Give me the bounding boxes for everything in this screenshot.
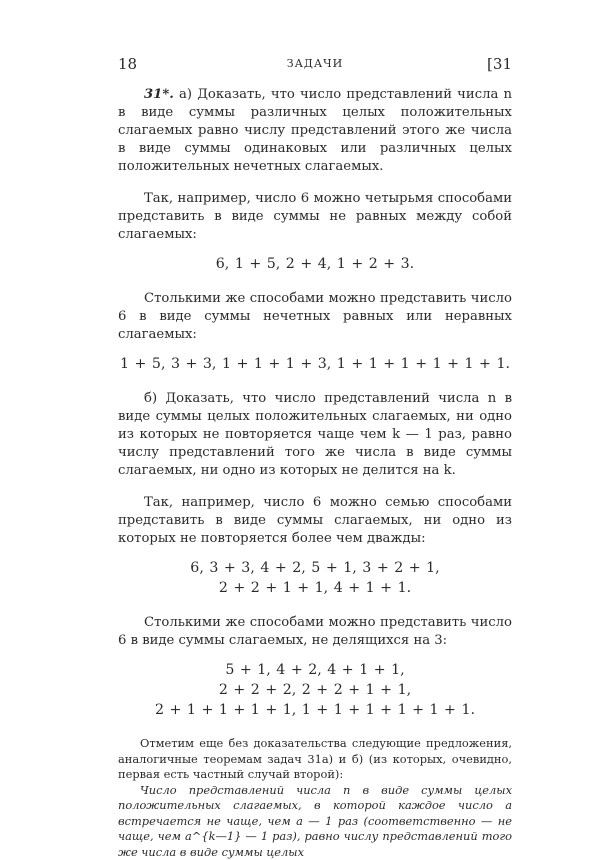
example-a2-formula — [118, 354, 512, 374]
page-body — [118, 86, 512, 860]
formula-line: 6, 3 + 3, 4 + 2, 5 + 1, 3 + 2 + 1, — [118, 558, 512, 578]
note-section — [118, 736, 512, 860]
note-text: Отметим еще без доказательства следующие предложения, аналогичные теоремам задач 31а) и б) (из которых, очевидно, первая есть частный случай второй): — [118, 736, 512, 783]
example-a1-text: Так, например, число 6 можно четырьмя способами представить в виде суммы не равных между собой слагаемых: — [118, 190, 512, 244]
formula-line: 2 + 2 + 2, 2 + 2 + 1 + 1, — [118, 680, 512, 700]
theorem-text: Число представлений числа n в виде суммы целых положительных слагаемых, в которой каждое число a встречается не чаще, чем a — 1 раз (соответственно — не чаще, чем a^{k—1} — 1 раз), равно числу представлений того же числа в виде суммы целых — [118, 783, 512, 860]
example-a1-formula — [118, 254, 512, 274]
problem-reference: [31 — [487, 55, 512, 73]
page-number: 18 — [118, 55, 137, 73]
example-b1-formula — [118, 558, 512, 598]
formula-line: 6, 1 + 5, 2 + 4, 1 + 2 + 3. — [118, 254, 512, 274]
problem-number: 31*. — [144, 87, 174, 102]
example-b2-formula — [118, 660, 512, 720]
problem-part-b: б) Доказать, что число представлений числа n в виде суммы целых положительных слагаемых, ни одно из которых не повторяется чаще чем k — 1 раз, равно числу представлений того же числа в виде суммы слагаемых, ни одно из которых не делится на k. — [118, 390, 512, 480]
formula-line: 1 + 5, 3 + 3, 1 + 1 + 1 + 3, 1 + 1 + 1 + 1 + 1 + 1. — [118, 354, 512, 374]
running-head: ЗАДАЧИ — [118, 57, 512, 70]
example-b2-text: Столькими же способами можно представить число 6 в виде суммы слагаемых, не делящихся на 3: — [118, 614, 512, 650]
formula-line: 2 + 1 + 1 + 1 + 1, 1 + 1 + 1 + 1 + 1 + 1. — [118, 700, 512, 720]
page-header — [118, 55, 512, 75]
problem-part-a-text: а) Доказать, что число представлений числа n в виде суммы различных целых положительных слагаемых равно числу представлений этого же числа в виде суммы одинаковых или различных целых положительных нечетных слагаемых. — [118, 87, 512, 174]
problem-part-a — [118, 86, 512, 176]
example-b1-text: Так, например, число 6 можно семью способами представить в виде суммы слагаемых, ни одно из которых не повторяется более чем дважды: — [118, 494, 512, 548]
formula-line: 5 + 1, 4 + 2, 4 + 1 + 1, — [118, 660, 512, 680]
formula-line: 2 + 2 + 1 + 1, 4 + 1 + 1. — [118, 578, 512, 598]
example-a2-text: Столькими же способами можно представить число 6 в виде суммы нечетных равных или неравных слагаемых: — [118, 290, 512, 344]
